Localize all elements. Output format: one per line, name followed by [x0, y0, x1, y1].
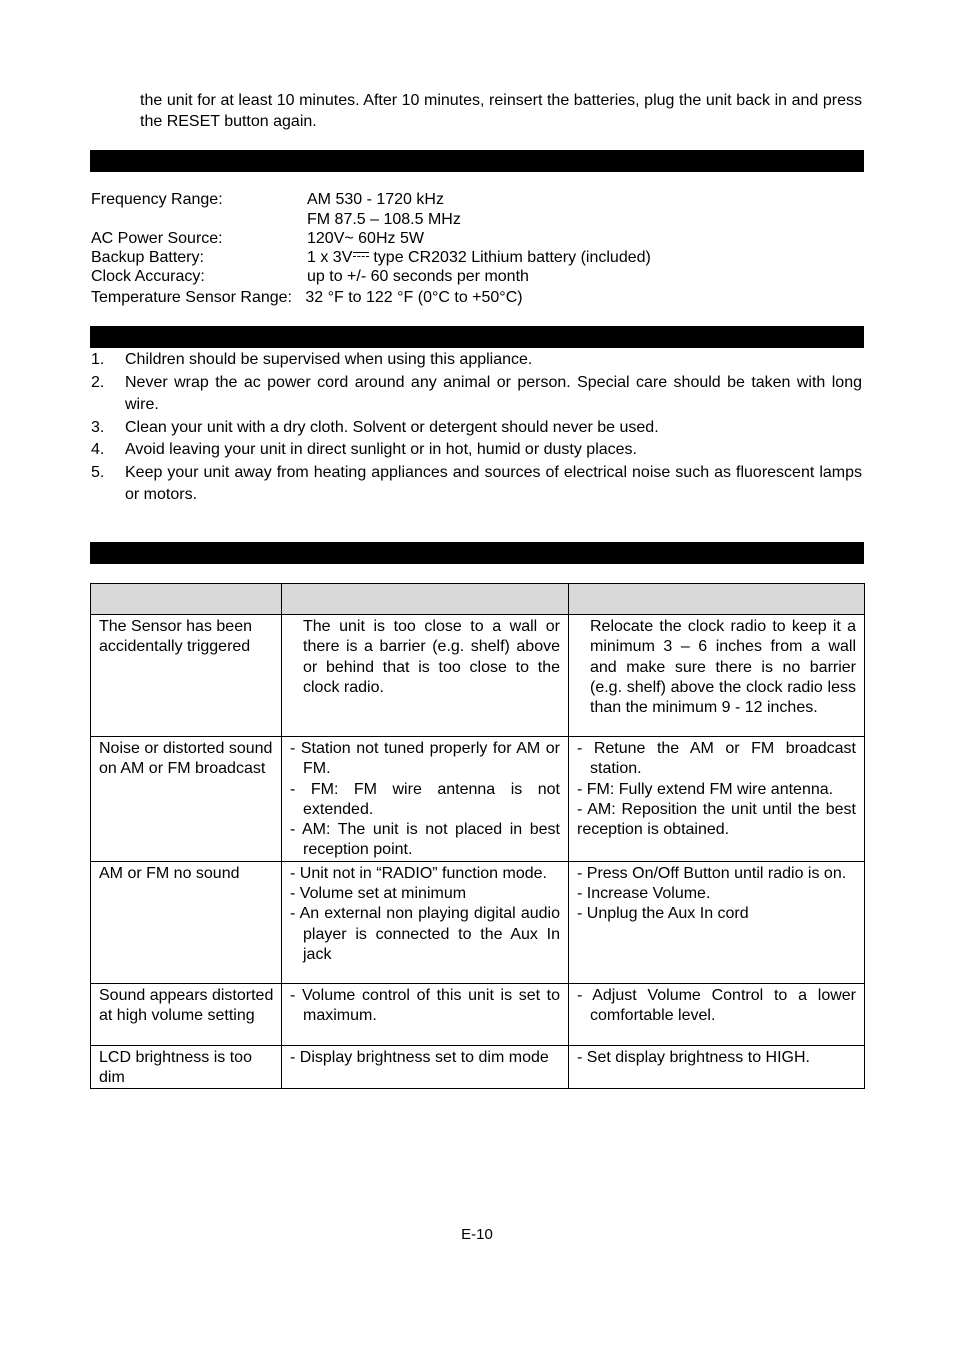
symptom-cell: The Sensor has been accidentally triggered: [91, 615, 282, 737]
cause-cell: - Volume control of this unit is set to maximum.: [282, 983, 569, 1045]
symptom-cell: AM or FM no sound: [91, 861, 282, 983]
list-item: 3. Clean your unit with a dry cloth. Solvent or detergent should never be used.: [91, 418, 659, 436]
troubleshooting-header-bar: [90, 542, 864, 564]
cause-cell: - Station not tuned properly for AM or FM. - FM: FM wire antenna is not extended. - AM: The unit is not placed in best reception point.: [282, 737, 569, 862]
table-row: [91, 615, 865, 737]
ac-power-value: 120V~ 60Hz 5W: [307, 230, 424, 247]
ac-power-label: AC Power Source:: [91, 230, 223, 247]
cause-cell: - Display brightness set to dim mode: [282, 1045, 569, 1089]
list-item: 5. Keep your unit away from heating appliances and sources of electrical noise such as fluorescent lamps or motors.: [91, 463, 862, 503]
troubleshooting-table: [90, 583, 865, 1089]
temperature-sensor-range: Temperature Sensor Range: 32 °F to 122 °F (0°C to +50°C): [91, 289, 523, 306]
list-item: 1. Children should be supervised when using this appliance.: [91, 351, 533, 368]
table-row: [91, 1045, 865, 1089]
cause-cell: The unit is too close to a wall or there is a barrier (e.g. shelf) above or behind that is too close to the clock radio.: [282, 615, 569, 737]
cause-cell: - Unit not in “RADIO” function mode. - Volume set at minimum - An external non playing digital audio player is connected to the Aux In jack: [282, 861, 569, 983]
battery-voltage: 1 x 3V: [307, 249, 353, 266]
battery-type: type CR2032 Lithium battery (included): [373, 249, 651, 266]
clock-accuracy-value: up to +/- 60 seconds per month: [307, 268, 529, 285]
frequency-label: Frequency Range:: [91, 191, 223, 208]
header-cell-cause: [282, 584, 569, 615]
intro-paragraph: the unit for at least 10 minutes. After 10 minutes, reinsert the batteries, plug the unit back in and press the RESET button again.: [140, 92, 862, 130]
list-item: 4. Avoid leaving your unit in direct sunlight or in hot, humid or dusty places.: [91, 441, 637, 458]
solution-cell: Relocate the clock radio to keep it a minimum 3 – 6 inches from a wall and make sure there is no barrier (e.g. shelf) above the clock radio less than the minimum 9 - 12 inches.: [569, 615, 865, 737]
symptom-cell: LCD brightness is too dim: [91, 1045, 282, 1089]
backup-battery-label: Backup Battery:: [91, 249, 204, 266]
table-row: [91, 861, 865, 983]
specifications-header-bar: [90, 150, 864, 172]
symptom-cell: Sound appears distorted at high volume setting: [91, 983, 282, 1045]
symptom-cell: Noise or distorted sound on AM or FM broadcast: [91, 737, 282, 862]
solution-cell: - Press On/Off Button until radio is on. - Increase Volume. - Unplug the Aux In cord: [569, 861, 865, 983]
list-item: 2. Never wrap the ac power cord around any animal or person. Special care should be taken with long wire.: [91, 373, 862, 413]
care-header-bar: [90, 326, 864, 348]
page-number: E-10: [461, 1226, 493, 1243]
header-cell-symptom: [91, 584, 282, 615]
frequency-fm-value: FM 87.5 – 108.5 MHz: [307, 211, 461, 228]
dc-symbol-icon: [353, 252, 369, 262]
care-list: [91, 349, 862, 507]
clock-accuracy-label: Clock Accuracy:: [91, 268, 205, 285]
frequency-am-value: AM 530 - 1720 kHz: [307, 191, 444, 208]
solution-cell: - Adjust Volume Control to a lower comfortable level.: [569, 983, 865, 1045]
table-row: [91, 983, 865, 1045]
table-row: [91, 737, 865, 862]
header-cell-solution: [569, 584, 865, 615]
backup-battery-value: [307, 248, 651, 268]
solution-cell: - Set display brightness to HIGH.: [569, 1045, 865, 1089]
solution-cell: - Retune the AM or FM broadcast station. - FM: Fully extend FM wire antenna. - AM: Reposition the unit until the best reception is obtained.: [569, 737, 865, 862]
table-header-row: [91, 584, 865, 615]
